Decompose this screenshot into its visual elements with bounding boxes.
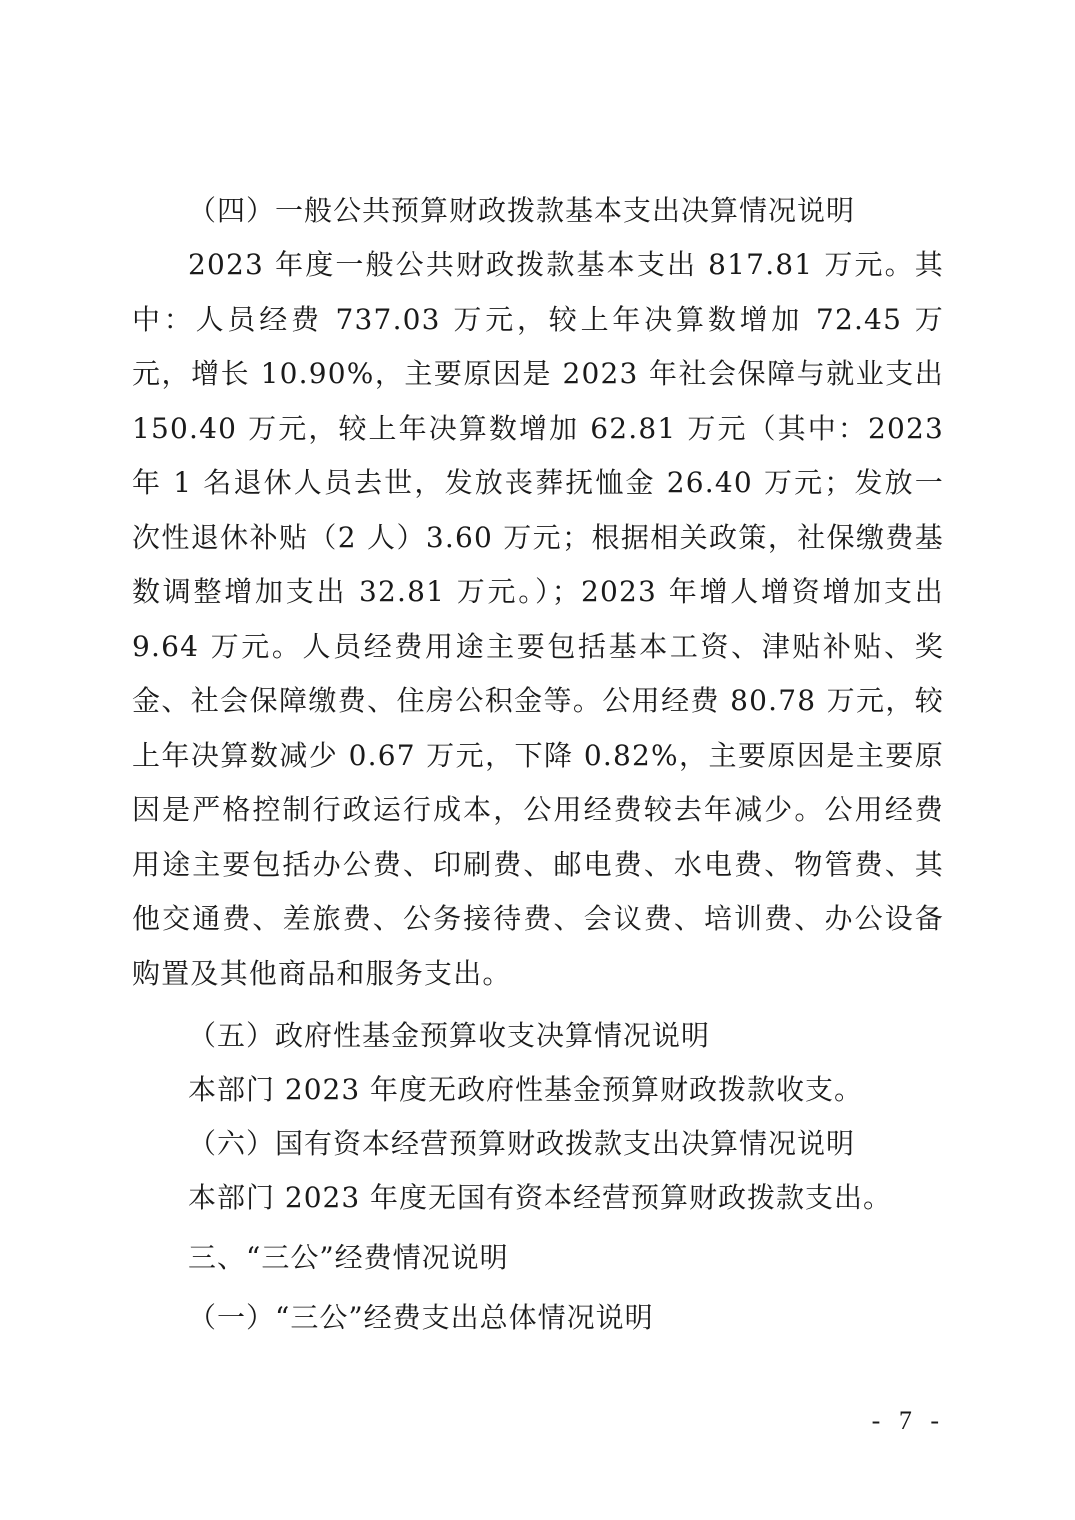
section-heading-6: （六）国有资本经营预算财政拨款支出决算情况说明	[188, 1127, 856, 1160]
section-paragraph-6: 本部门 2023 年度无国有资本经营预算财政拨款支出。	[188, 1181, 893, 1214]
section-paragraph-5: 本部门 2023 年度无政府性基金预算财政拨款收支。	[188, 1073, 864, 1106]
section-heading-5: （五）政府性基金预算收支决算情况说明	[188, 1019, 711, 1052]
page-number: - 7 -	[871, 1406, 945, 1435]
part-three-title: 三、“三公”经费情况说明	[188, 1241, 509, 1274]
document-body	[132, 184, 944, 1345]
section-heading-4: （四）一般公共预算财政拨款基本支出决算情况说明	[188, 194, 856, 227]
part-three-subheading-1: （一）“三公”经费支出总体情况说明	[188, 1301, 654, 1334]
section-paragraph-4: 2023 年度一般公共财政拨款基本支出 817.81 万元。其中：人员经费 737.03 万元，较上年决算数增加 72.45 万元，增长 10.90%，主要原因是 2023 年社会保障与就业支出 150.40 万元，较上年决算数增加 62.81 万元（其中：2023 年 1 名退休人员去世，发放丧葬抚恤金 26.40 万元；发放一次性退休补贴（2 人）3.60 万元；根据相关政策，社保缴费基数调整增加支出 32.81 万元。）；2023 年增人增资增加支出 9.64 万元。人员经费用途主要包括基本工资、津贴补贴、奖金、社会保障缴费、住房公积金等。公用经费 80.78 万元，较上年决算数减少 0.67 万元，下降 0.82%，主要原因是主要原因是严格控制行政运行成本，公用经费较去年减少。公用经费用途主要包括办公费、印刷费、邮电费、水电费、物管费、其他交通费、差旅费、公务接待费、会议费、培训费、办公设备购置及其他商品和服务支出。	[132, 248, 944, 990]
